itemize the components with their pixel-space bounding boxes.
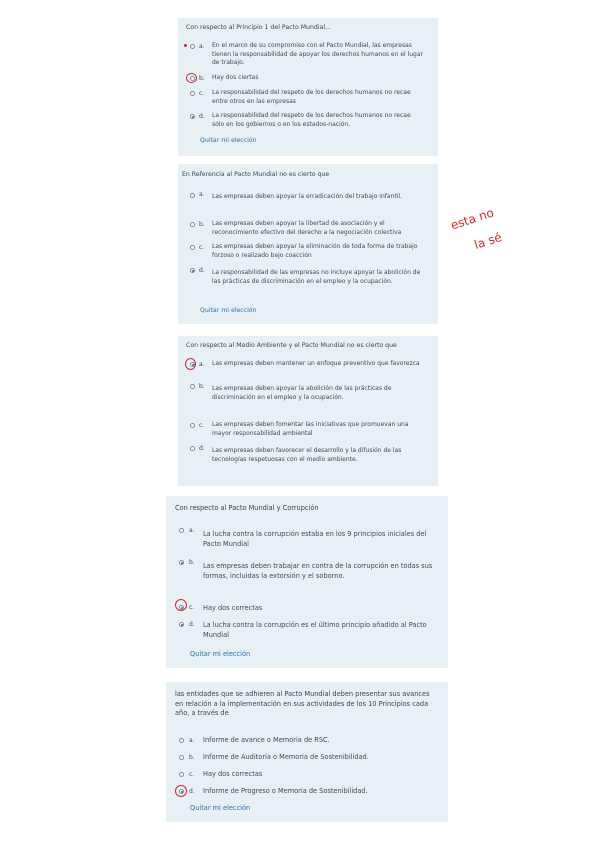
clear-choice-link[interactable]: Quitar mi elección — [190, 804, 251, 812]
option-letter: b. — [199, 75, 205, 82]
option-text: Hay dos correctas — [203, 604, 263, 612]
option-text: En el marco de su compromiso con el Pacto Mundial, las empresas tienen la responsabilidad de apoyar los derechos humanos en el lugar de trabajo. — [212, 42, 424, 66]
radio-option-d[interactable] — [179, 622, 184, 627]
option-text: La responsabilidad del respeto de los derechos humanos no recae entre otros en las empresas — [212, 89, 411, 105]
radio-option-b[interactable] — [179, 560, 184, 565]
radio-option-c[interactable] — [190, 423, 195, 428]
option-text: La lucha contra la corrupción es el último principio añadido al Pacto Mundial — [203, 621, 427, 639]
option-text: Informe de Progreso o Memoria de Sostenibilidad. — [203, 787, 368, 795]
option-text: La responsabilidad del respeto de los derechos humanos no recae sólo en los gobiernos o en los estados-nación. — [212, 112, 411, 128]
option-letter: a. — [189, 527, 195, 534]
option-letter: c. — [189, 771, 195, 778]
option-text: Las empresas deben fomentar las iniciativas que promuevan una mayor responsabilidad ambiental — [212, 421, 409, 437]
option-text: Informe de Auditoría o Memoria de Sostenibilidad. — [203, 753, 369, 761]
clear-choice-link[interactable]: Quitar mi elección — [200, 137, 257, 144]
radio-option-c[interactable] — [179, 772, 184, 777]
radio-option-a[interactable] — [190, 44, 195, 49]
option-letter: b. — [189, 754, 195, 761]
option-letter: a. — [199, 361, 205, 368]
question-card-2 — [178, 164, 438, 324]
option-text: La lucha contra la corrupción estaba en los 9 principios iniciales del Pacto Mundial — [203, 530, 427, 548]
pen-circle-mark — [175, 599, 187, 611]
radio-option-a[interactable] — [190, 193, 195, 198]
option-letter: d. — [189, 788, 195, 795]
option-letter: d. — [189, 621, 195, 628]
option-letter: c. — [189, 604, 195, 611]
option-letter: c. — [199, 244, 205, 251]
question-card-3 — [178, 336, 438, 486]
radio-option-b[interactable] — [190, 222, 195, 227]
question-card-5 — [166, 682, 448, 822]
option-letter: c. — [199, 90, 205, 97]
pen-circle-mark — [185, 358, 196, 370]
option-text: Las empresas deben favorecer el desarrollo y la difusión de las tecnologías respetuosas con el medio ambiente. — [212, 447, 402, 463]
option-text: Hay dos correctas — [203, 770, 263, 778]
radio-option-c[interactable] — [190, 245, 195, 250]
clear-choice-link[interactable]: Quitar mi elección — [190, 650, 251, 658]
option-letter: b. — [199, 221, 205, 228]
question-title: las entidades que se adhieren al Pacto Mundial deben presentar sus avances en relación a la implementación en sus actividades de los 10 Principios cada año, a través de — [175, 690, 430, 717]
option-letter: a. — [199, 191, 205, 198]
option-text: Las empresas deben apoyar la eliminación de toda forma de trabajo forzoso o realizado bajo coacción — [212, 243, 418, 259]
option-text: Informe de avance o Memoria de RSC. — [203, 736, 330, 744]
option-text: La responsabilidad de las empresas no incluye apoyar la abolición de las prácticas de discriminación en el empleo y la ocupación. — [212, 269, 421, 285]
clear-choice-link[interactable]: Quitar mi elección — [200, 307, 257, 314]
radio-option-c[interactable] — [190, 91, 195, 96]
handwritten-note-line-1: esta no — [448, 205, 496, 233]
option-text: Hay dos ciertas — [212, 74, 259, 81]
option-letter: d. — [199, 445, 205, 452]
option-letter: a. — [189, 737, 195, 744]
option-letter: d. — [199, 267, 205, 274]
handwritten-note-line-2: la sé — [472, 229, 504, 253]
question-title: En Referencia al Pacto Mundial no es cierto que — [182, 171, 330, 178]
option-letter: b. — [199, 383, 205, 390]
option-text: Las empresas deben mantener un enfoque preventivo que favorezca — [212, 360, 420, 367]
option-letter: c. — [199, 422, 205, 429]
question-title: Con respecto al Principio 1 del Pacto Mundial... — [186, 24, 331, 31]
question-title: Con respecto al Medio Ambiente y el Pacto Mundial no es cierto que — [186, 342, 397, 349]
option-letter: d. — [199, 113, 205, 120]
option-letter: b. — [189, 559, 195, 566]
radio-option-a[interactable] — [179, 738, 184, 743]
option-text: Las empresas deben apoyar la abolición de las prácticas de discriminación en el empleo y la ocupación. — [212, 385, 392, 401]
radio-option-b[interactable] — [179, 755, 184, 760]
question-card-4 — [166, 496, 448, 668]
radio-option-a[interactable] — [179, 528, 184, 533]
pen-dot-mark — [184, 44, 187, 47]
radio-option-b[interactable] — [190, 384, 195, 389]
option-letter: a. — [199, 43, 205, 50]
radio-option-d[interactable] — [190, 268, 195, 273]
pen-circle-mark — [186, 73, 197, 83]
question-card-1 — [178, 18, 438, 156]
option-text: Las empresas deben apoyar la libertad de asociación y el reconocimiento efectivo del derecho a la negociación colectiva — [212, 220, 402, 236]
question-title: Con respecto al Pacto Mundial y Corrupción — [175, 504, 319, 512]
pen-circle-mark — [175, 785, 187, 797]
option-text: Las empresas deben apoyar la erradicación del trabajo infantil. — [212, 193, 402, 200]
radio-option-d[interactable] — [190, 114, 195, 119]
radio-option-d[interactable] — [190, 446, 195, 451]
option-text: Las empresas deben trabajar en contra de la corrupción en todas sus formas, incluidas la extorsión y el soborno. — [203, 562, 433, 580]
